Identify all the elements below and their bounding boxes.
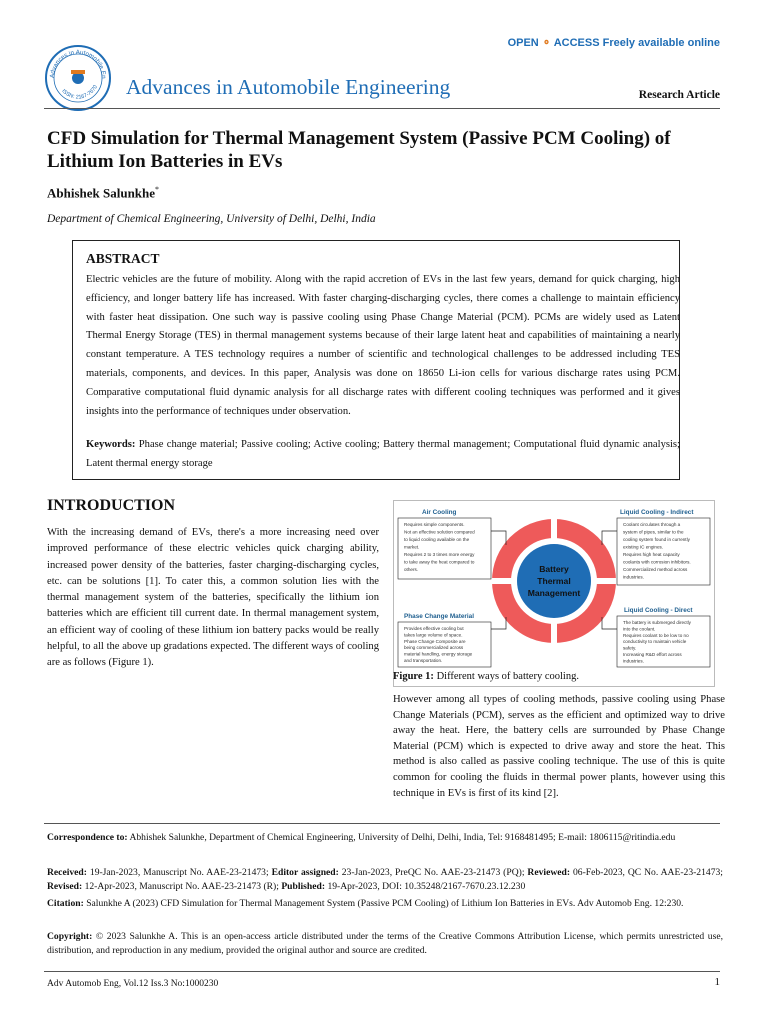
abstract-heading: ABSTRACT xyxy=(86,251,160,266)
pcm-item: and transportation. xyxy=(404,658,443,663)
journal-name: Advances in Automobile Engineering xyxy=(126,75,451,99)
figure-caption-text: Different ways of battery cooling. xyxy=(436,671,579,682)
article-type: Research Article xyxy=(638,89,720,101)
lci-item: industries. xyxy=(623,574,644,580)
open-access-label-b: ACCESS Freely available online xyxy=(553,37,720,49)
editor-label: Editor assigned: xyxy=(271,867,339,878)
lci-item: system of pipes, similar to the xyxy=(623,529,684,535)
keywords-text: Phase change material; Passive cooling; Active cooling; Battery thermal management; Computational fluid dynamic analysis; Latent thermal energy storage xyxy=(86,439,680,469)
correspondence xyxy=(47,831,723,845)
pcm-item: Provides effective cooling but xyxy=(404,626,464,631)
figure-caption-label: Figure 1: xyxy=(393,671,434,682)
open-access-label-a: OPEN xyxy=(507,37,539,49)
citation-text: Salunkhe A (2023) CFD Simulation for Thermal Management System (Passive PCM Cooling) of Lithium Ion Batteries in EVs. Adv Automob Eng. 12:230. xyxy=(86,898,684,909)
reviewed-label: Reviewed: xyxy=(527,867,571,878)
air-item: others. xyxy=(404,567,419,572)
keywords-label: Keywords: xyxy=(86,439,136,450)
keywords xyxy=(86,436,680,474)
meta-divider xyxy=(44,823,720,824)
lci-item: Commercialized method across xyxy=(623,567,688,572)
revised-label: Revised: xyxy=(47,881,83,893)
footer-journal-ref: Adv Automob Eng, Vol.12 Iss.3 No:1000230 xyxy=(47,979,219,989)
received-label: Received: xyxy=(47,867,87,878)
header-divider xyxy=(44,108,720,109)
abstract-box xyxy=(72,240,680,480)
lci-item: coolants with corrosion inhibitors. xyxy=(623,559,691,565)
lcd-item: industries. xyxy=(623,658,644,664)
panel-phase-change-material xyxy=(398,613,491,667)
lci-item: cooling system found in currently xyxy=(623,537,690,542)
connector-pcm xyxy=(491,617,506,629)
article-title: CFD Simulation for Thermal Management System (Passive PCM Cooling) of Lithium Ion Batteries in EVs xyxy=(47,128,671,172)
svg-text:ISSN: 2167-7670: ISSN: 2167-7670 xyxy=(60,84,99,101)
lcd-item: conductivity to maintain vehicle xyxy=(623,639,687,645)
citation xyxy=(47,897,723,911)
lci-title: Liquid Cooling - Indirect xyxy=(620,509,694,516)
air-item: Requires 2 to 3 times more energy xyxy=(404,552,475,557)
lci-item: existing IC engines. xyxy=(623,544,664,550)
copyright-label: Copyright: xyxy=(47,931,93,942)
right-column-paragraph: However among all types of cooling methods, passive cooling using Phase Change Materials (PCM), serves as the efficient and optimized way to drive away the heat. Here, the battery cells are surrounded by Phase Change Material (PCM) which is expected to drive away and store the heat. This method is also called as passive cooling technique. The use of this is quite common for cooling the fluids in thermal power plants, however using this technique in EVs is first of its kind [2]. xyxy=(393,694,725,799)
page-number: 1 xyxy=(714,976,720,988)
history xyxy=(47,866,723,895)
pcm-title: Phase Change Material xyxy=(404,613,474,620)
panel-liquid-direct xyxy=(617,607,710,667)
author xyxy=(47,185,159,201)
lcd-item: into the coolant. xyxy=(623,626,656,632)
connector-lcd xyxy=(602,617,617,629)
pcm-item: Phase Change Composite are xyxy=(404,638,466,644)
received-text: 19-Jan-2023, Manuscript No. AAE-23-21473; xyxy=(89,867,269,878)
copyright xyxy=(47,930,723,959)
pcm-item: takes large volume of space. xyxy=(404,632,463,638)
lcd-item: The battery is submerged directly xyxy=(623,620,691,625)
connector-lci xyxy=(602,531,617,545)
lcd-item: Requires coolant to be low to no xyxy=(623,632,689,638)
center-line-3: Management xyxy=(527,588,581,598)
journal-logo xyxy=(44,44,112,112)
author-mark: * xyxy=(155,185,160,194)
pcm-item: material handling, energy storage xyxy=(404,651,473,657)
affiliation: Department of Chemical Engineering, University of Delhi, Delhi, India xyxy=(47,213,376,225)
pcm-item: being commercialized across xyxy=(404,645,464,651)
air-item: to take away the heat compared to xyxy=(404,559,475,565)
introduction-heading: INTRODUCTION xyxy=(47,497,176,514)
published-text: 19-Apr-2023, DOI: 10.35248/2167-7670.23.12.230 xyxy=(327,881,526,893)
air-item: Not an effective solution compared xyxy=(404,529,475,535)
editor-text: 23-Jan-2023, PreQC No. AAE-23-21473 (PQ); xyxy=(341,867,525,878)
center-line-1: Battery xyxy=(539,564,569,574)
lock-icon: ⚬ xyxy=(541,37,552,49)
connector-air xyxy=(491,531,506,545)
citation-label: Citation: xyxy=(47,898,84,909)
author-name: Abhishek Salunkhe xyxy=(47,185,156,201)
footer-divider xyxy=(44,971,720,972)
air-item: Requires simple components. xyxy=(404,522,465,527)
published-label: Published: xyxy=(281,881,326,893)
correspondence-text: Abhishek Salunkhe, Department of Chemical Engineering, University of Delhi, Delhi, India, Tel: 9168481495; E-mail: 1806115@ritindia.edu xyxy=(129,832,676,843)
copyright-text: © 2023 Salunkhe A. This is an open-access article distributed under the terms of the Creative Commons Attribution License, which permits unrestricted use, distribution, and reproduction in any medium, provided the original author and source are credited. xyxy=(47,931,723,957)
figure-caption xyxy=(393,671,579,682)
air-title: Air Cooling xyxy=(422,509,457,516)
panel-liquid-indirect xyxy=(617,509,710,585)
introduction-paragraph: With the increasing demand of EVs, there's a more increasing need over improved performance of these electric vehicles quick charging ability, increased power density of the batteries, faster charging-discharging cycles, etc. can be solutions [1]. To cater this, a common solution lies with the thermal management system of the batteries, specifically the lithium ion batteries which are efficient till current date. In thermal management system, an efficient way of cooling of these lithium ion battery packs would be really helpful, to all the above up gradations expected. The different ways of cooling are as follows (Figure 1). xyxy=(47,527,379,669)
lci-item: Requires high heat capacity xyxy=(623,552,680,557)
lci-item: Coolant circulates through a xyxy=(623,522,681,527)
open-access-badge xyxy=(508,36,720,49)
correspondence-label: Correspondence to: xyxy=(47,832,128,843)
svg-text:Advances in Automobile Enginee: Advances in Automobile En xyxy=(48,48,108,79)
abstract-text: Electric vehicles are the future of mobility. Along with the rapid accretion of EVs in the last few years, demand for quick charging, high efficiency, and longer battery life has increased. With faster charging-discharging cycles, there comes a challenge to maintain efficiency with faster heat dissipation. One such way is passive cooling using Phase Change Material (PCM). PCMs are widely used as Latent Thermal Energy Storage (TES) in thermal management systems because of their large latent heat and capabilities of maintaining a nearly constant temperature. A TES technology requires a number of scientific and technological challenges to be addressed including TES materials, components, and devices. In this paper, Analysis was done on 18650 Li-ion cells for various discharge rates using PCM. Comparative computational fluid dynamic analysis for all discharge rates with different cooling techniques was performed and it gives insights into the performance of techniques under observation. xyxy=(86,274,680,417)
revised-text: 12-Apr-2023, Manuscript No. AAE-23-21473 (R); xyxy=(84,881,279,893)
figure-1 xyxy=(393,500,715,687)
panel-air-cooling xyxy=(398,509,491,579)
lcd-title: Liquid Cooling - Direct xyxy=(624,607,693,614)
reviewed-text: 06-Feb-2023, QC No. AAE-23-21473; xyxy=(572,867,723,878)
center-line-2: Thermal xyxy=(537,576,571,586)
lcd-item: safety. xyxy=(623,645,637,651)
air-item: to liquid cooling available on the xyxy=(404,537,470,542)
air-item: market. xyxy=(404,544,420,550)
lcd-item: Increasing R&D effort across xyxy=(623,652,682,657)
cooling-ring xyxy=(490,517,618,645)
